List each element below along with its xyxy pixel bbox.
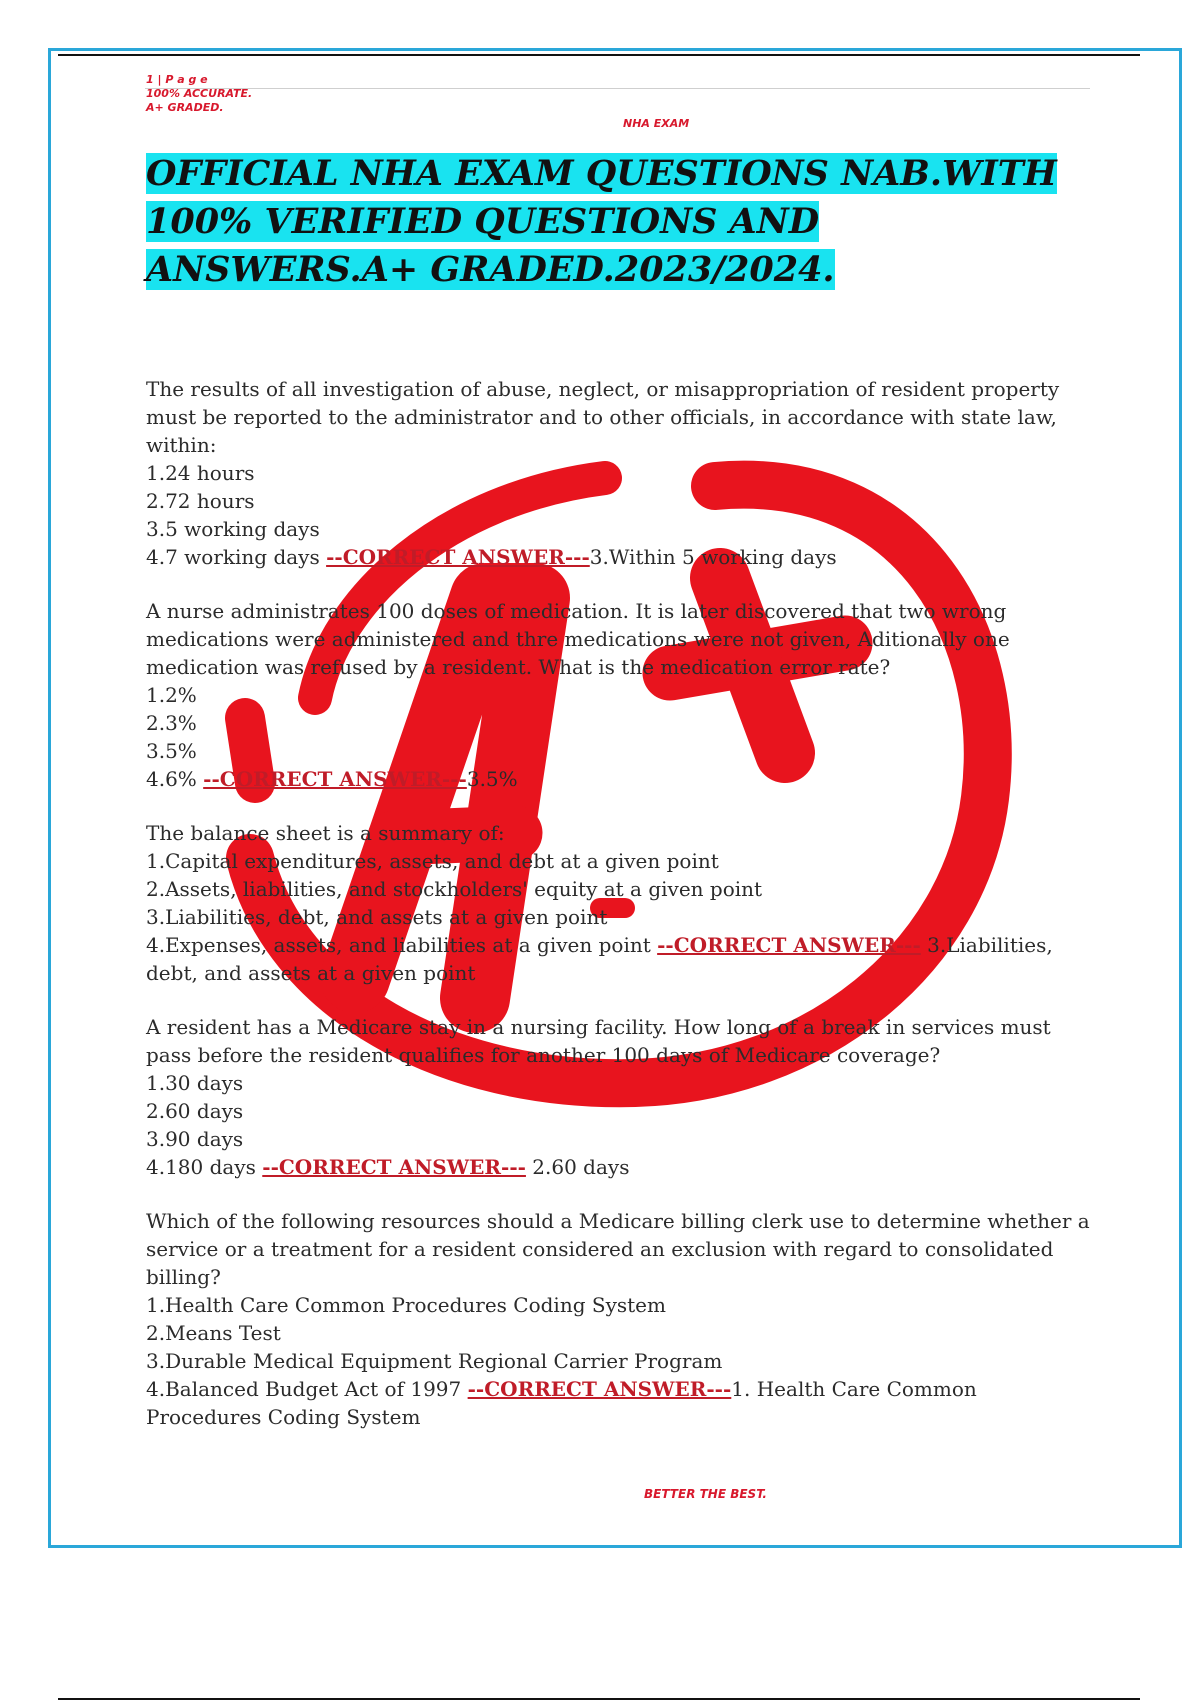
option-1: 1.2% [146,683,197,707]
document-title [146,150,1076,294]
option-4: 4.7 working days [146,545,320,569]
option-2: 2.72 hours [146,489,255,513]
footer-text: BETTER THE BEST. [644,1487,767,1501]
question-list [146,375,1091,1457]
correct-answer: 3.Liabilities, debt, and assets at a given point [146,933,1053,985]
correct-answer: 3.Within 5 working days [589,545,837,569]
option-2: 2.3% [146,711,197,735]
option-3: 3.5% [146,739,197,763]
question-4 [146,1013,1091,1181]
option-3: 3.5 working days [146,517,320,541]
option-4: 4.180 days [146,1155,256,1179]
option-4-with-answer [146,543,1091,571]
page-header-meta [146,73,252,115]
option-4-with-answer [146,931,1091,987]
correct-answer: 2.60 days [532,1155,630,1179]
question-text: Which of the following resources should a Medicare billing clerk use to determine whether a service or a treatment for a resident considered an exclusion with regard to consolidated billing? [146,1209,1090,1289]
correct-answer-label: --CORRECT ANSWER--- [326,545,590,569]
option-4: 4.Expenses, assets, and liabilities at a given point [146,933,651,957]
correct-answer: 3.5% [466,767,518,791]
option-1: 1.Health Care Common Procedures Coding System [146,1293,666,1317]
option-3: 3.Liabilities, debt, and assets at a given point [146,905,608,929]
option-1: 1.24 hours [146,461,255,485]
correct-answer-label: --CORRECT ANSWER--- [657,933,921,957]
option-1: 1.30 days [146,1071,244,1095]
accuracy-note: 100% ACCURATE. [146,87,253,100]
option-4-with-answer [146,1153,1091,1181]
question-text: A nurse administrates 100 doses of medication. It is later discovered that two wrong medications were administered and thre medications were not given, Aditionally one medication was refused by a resident. What is the medication error rate? [146,599,1010,679]
option-4: 4.Balanced Budget Act of 1997 [146,1377,462,1401]
option-3: 3.90 days [146,1127,244,1151]
option-2: 2.Assets, liabilities, and stockholders' equity at a given point [146,877,763,901]
option-4-with-answer [146,1375,1091,1431]
question-1 [146,375,1091,571]
correct-answer: 1. Health Care Common Procedures Coding System [146,1377,977,1429]
correct-answer-label: --CORRECT ANSWER--- [467,1377,732,1401]
option-2: 2.Means Test [146,1321,281,1345]
exam-label: NHA EXAM [623,117,690,130]
correct-answer-label: --CORRECT ANSWER--- [203,767,467,791]
option-1: 1.Capital expenditures, assets, and debt at a given point [146,849,719,873]
header-rule [145,88,1090,89]
graded-note: A+ GRADED. [146,101,224,114]
document-title-text: OFFICIAL NHA EXAM QUESTIONS NAB.WITH 100% VERIFIED QUESTIONS AND ANSWERS.A+ GRADED.2023/2024. [146,153,1057,290]
question-3 [146,819,1091,987]
option-4-with-answer [146,765,1091,793]
question-text: The balance sheet is a summary of: [146,821,505,845]
question-text: A resident has a Medicare stay in a nursing facility. How long of a break in services must pass before the resident qualifies for another 100 days of Medicare coverage? [146,1015,1051,1067]
question-text: The results of all investigation of abuse, neglect, or misappropriation of resident property must be reported to the administrator and to other officials, in accordance with state law, within: [146,377,1060,457]
question-5 [146,1207,1091,1431]
option-4: 4.6% [146,767,197,791]
option-2: 2.60 days [146,1099,244,1123]
page-number: 1 | P a g e [146,73,208,86]
option-3: 3.Durable Medical Equipment Regional Carrier Program [146,1349,723,1373]
correct-answer-label: --CORRECT ANSWER--- [262,1155,526,1179]
question-2 [146,597,1091,793]
